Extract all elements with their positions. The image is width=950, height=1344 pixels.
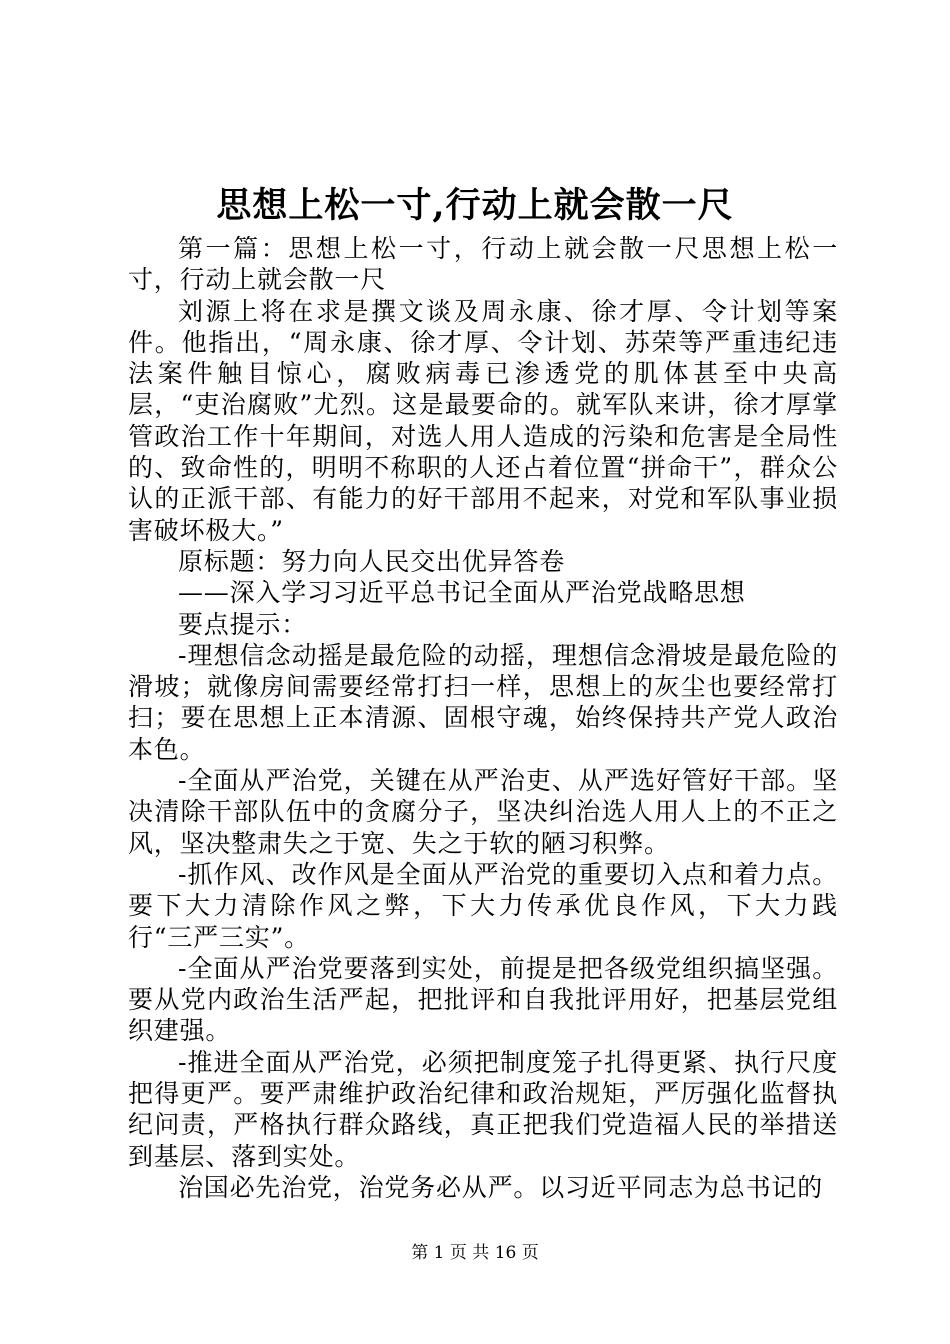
- paragraph: ——深入学习习近平总书记全面从严治党战略思想: [178, 578, 746, 608]
- paragraph: -抓作风、改作风是全面从严治党的重要切入点和着力点。要下大力清除作风之弊，下大力传承优良作风，下大力践行“三严三实”。: [128, 859, 838, 952]
- paragraph: 第一篇：思想上松一寸，行动上就会散一尺思想上松一寸，行动上就会散一尺: [128, 234, 838, 295]
- paragraph: 治国必先治党，治党务必从严。以习近平同志为总书记的: [178, 1172, 824, 1202]
- document-title: 思想上松一寸,行动上就会散一尺: [216, 185, 734, 226]
- paragraph: -全面从严治党要落到实处，前提是把各级党组织搞坚强。要从党内政治生活严起，把批评和自我批评用好，把基层党组织建强。: [128, 953, 838, 1046]
- document-body: [128, 233, 838, 1203]
- paragraph: 刘源上将在求是撰文谈及周永康、徐才厚、令计划等案件。他指出，“周永康、徐才厚、令计划、苏荣等严重违纪违法案件触目惊心，腐败病毒已渗透党的肌体甚至中央高层，“吏治腐败”尤烈。这是最要命的。就军队来讲，徐才厚掌管政治工作十年期间，对选人用人造成的污染和危害是全局性的、致命性的，明明不称职的人还占着位置“拼命干”，群众公认的正派干部、有能力的好干部用不起来，对党和军队事业损害破坏极大。”: [128, 296, 838, 545]
- paragraph: -理想信念动摇是最危险的动摇，理想信念滑坡是最危险的滑坡；就像房间需要经常打扫一样，思想上的灰尘也要经常打扫；要在思想上正本清源、固根守魂，始终保持共产党人政治本色。: [128, 640, 838, 764]
- paragraph: 原标题：努力向人民交出优异答卷: [178, 546, 566, 576]
- page-footer: 第 1 页 共 16 页: [411, 1243, 539, 1263]
- paragraph: -推进全面从严治党，必须把制度笼子扎得更紧、执行尺度把得更严。要严肃维护政治纪律和政治规矩，严厉强化监督执纪问责，严格执行群众路线，真正把我们党造福人民的举措送到基层、落到实处。: [128, 1047, 838, 1171]
- paragraph: 要点提示：: [178, 609, 308, 639]
- paragraph: -全面从严治党，关键在从严治吏、从严选好管好干部。坚决清除干部队伍中的贪腐分子，坚决纠治选人用人上的不正之风，坚决整肃失之于宽、失之于软的陋习积弊。: [128, 766, 838, 858]
